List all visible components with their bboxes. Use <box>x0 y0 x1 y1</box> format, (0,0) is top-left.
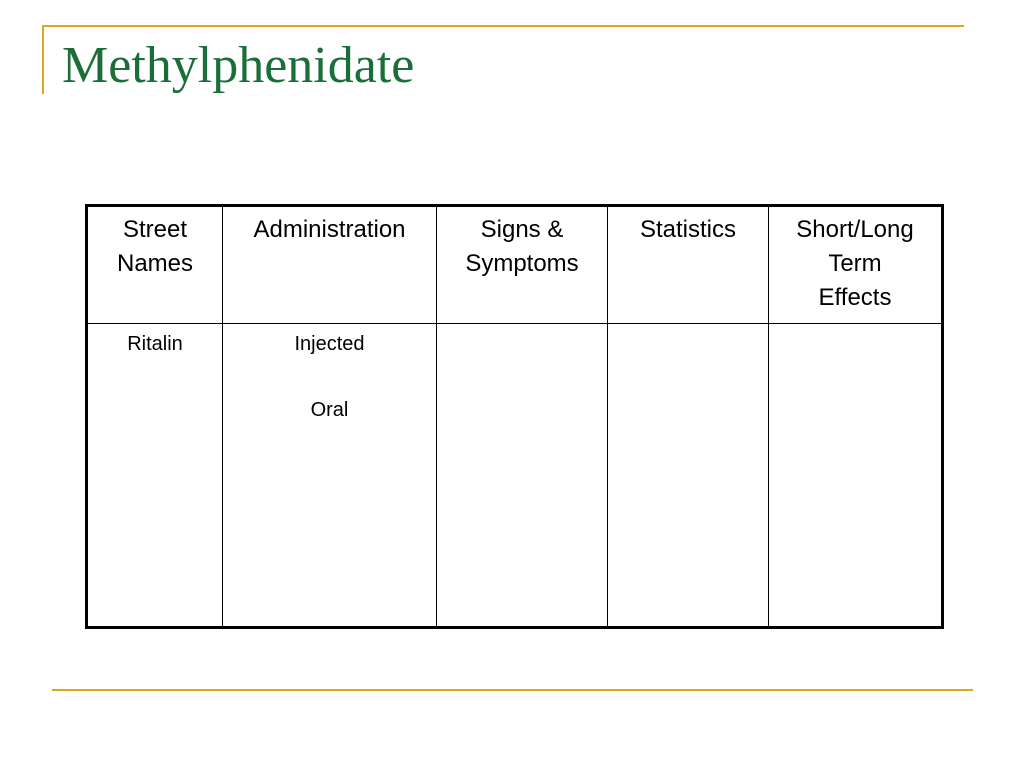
footer-accent-line <box>52 689 973 691</box>
cell-statistics <box>608 324 769 628</box>
header-signs-symptoms: Signs & Symptoms <box>437 206 608 324</box>
header-short-long-term-effects: Short/Long Term Effects <box>769 206 943 324</box>
title-accent-vertical-line <box>42 25 44 94</box>
table-header-row <box>87 206 943 324</box>
title-accent-top-line <box>42 25 964 27</box>
cell-short-long-term-effects <box>769 324 943 628</box>
header-administration: Administration <box>223 206 437 324</box>
drug-info-table <box>85 204 944 629</box>
table-row <box>87 324 943 628</box>
cell-signs-symptoms <box>437 324 608 628</box>
cell-street-names: Ritalin <box>87 324 223 628</box>
header-street-names: Street Names <box>87 206 223 324</box>
cell-administration: Injected Oral <box>223 324 437 628</box>
slide-title: Methylphenidate <box>62 37 415 94</box>
header-statistics: Statistics <box>608 206 769 324</box>
